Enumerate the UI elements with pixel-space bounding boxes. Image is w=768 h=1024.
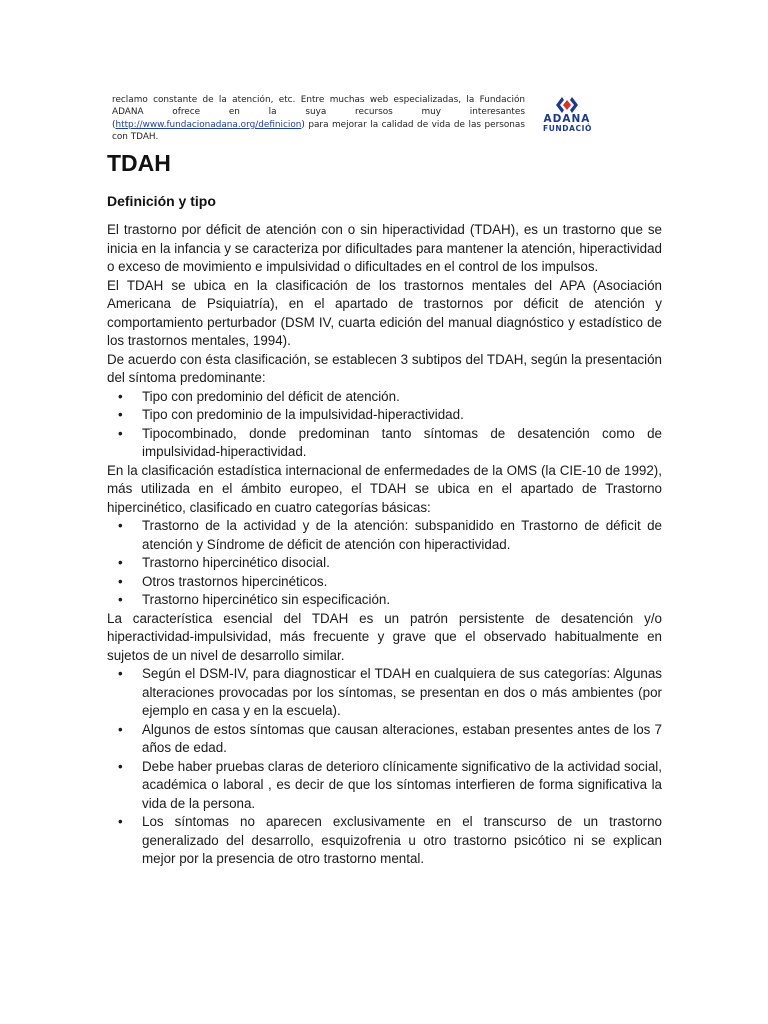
list-item-text: Los síntomas no aparecen exclusivamente en el transcurso de un trastorno generalizado del desarrollo, esquizofrenia u otro trastorno psicótico ni se explican mejor por la presencia de otro trastorno mental. [142,814,662,866]
logo-subtitle: FUNDACIÓ [543,124,592,133]
bullet-icon: • [118,555,123,570]
bullet-icon: • [118,425,123,441]
header-text [112,94,525,143]
list-item-text: Otros trastornos hipercinéticos. [142,573,328,589]
bullet-icon: • [118,592,123,607]
document-body [107,221,662,869]
list-item [107,554,662,573]
list-cie [107,517,662,610]
list-item-text: Algunos de estos síntomas que causan alteraciones, estaban presentes antes de los 7 años de edad. [142,721,662,755]
bullet-icon: • [118,758,123,774]
header-text-after: ) para mejorar la calidad de vida de las personas con TDAH. [112,119,525,142]
paragraph-definition: El trastorno por déficit de atención con o sin hiperactividad (TDAH), es un trastorno que se inicia en la infancia y se caracteriza por dificultades para mantener la atención, hiperactividad o exceso de movimiento e impulsividad o dificultades en el control de los impulsos. [107,222,662,274]
list-item-text: Debe haber pruebas claras de deterioro clínicamente significativo de la actividad social, académica o laboral , es decir de que los síntomas interfieren de forma significativa la vida de la persona. [142,758,662,811]
fundacion-adana-link[interactable]: http://www.fundacionadana.org/definicion [115,119,302,130]
paragraph-subtypes-intro: De acuerdo con ésta clasificación, se establecen 3 subtipos del TDAH, según la presentación del síntoma predominante: [107,351,662,385]
page-header [112,94,592,140]
paragraph-apa: El TDAH se ubica en la clasificación de los trastornos mentales del APA (Asociación Americana de Psiquiatría), en el apartado de trastornos por déficit de atención y comportamiento perturbador (DSM IV, cuarta edición del manual diagnóstico y estadístico de los trastornos mentales, 1994). [107,277,662,348]
list-subtypes [107,388,662,462]
list-item [107,425,662,462]
list-item-text: Trastorno hipercinético disocial. [142,555,330,570]
list-item-text: Trastorno hipercinético sin especificación. [142,592,391,607]
logo-word: ADANA [543,113,591,125]
bullet-icon: • [118,814,123,829]
bullet-icon: • [118,666,123,681]
bullet-icon: • [118,721,123,737]
list-item [107,591,662,610]
bullet-icon: • [118,407,123,422]
list-item [107,406,662,425]
list-item-text: Tipocombinado, donde predominan tanto síntomas de desatención como de impulsividad-hiperactividad. [142,425,662,459]
list-item-text: Según el DSM-IV, para diagnosticar el TDAH en cualquiera de sus categorías: Algunas alteraciones provocadas por los síntomas, se presentan en dos o más ambientes (por ejemplo en casa y en la escuela). [142,666,662,718]
list-item-text: Trastorno de la actividad y de la atención: subspanidido en Trastorno de déficit de atención y Síndrome de déficit de atención con hiperactividad. [142,518,662,552]
list-item [107,813,662,869]
list-item [107,758,662,814]
bullet-icon: • [118,388,123,404]
list-item-text: Tipo con predominio de la impulsividad-hiperactividad. [142,407,464,422]
list-item [107,573,662,592]
list-item [107,665,662,721]
section-title: Definición y tipo [107,193,216,209]
bullet-icon: • [118,573,123,589]
adana-logo [543,94,591,134]
paragraph-cie: En la clasificación estadística internacional de enfermedades de la OMS (la CIE-10 de 1992), más utilizada en el ámbito europeo, el TDAH se ubica en el apartado de Trastorno hipercinético, clasificado en cuatro categorías básicas: [107,462,662,515]
list-dsm [107,665,662,869]
paragraph-characteristic: La característica esencial del TDAH es un patrón persistente de desatención y/o hiperactividad-impulsividad, más frecuente y grave que el observado habitualmente en sujetos de un nivel de desarrollo similar. [107,610,662,663]
bullet-icon: • [118,518,123,533]
list-item [107,517,662,554]
list-item-text: Tipo con predominio del déficit de atención. [142,388,400,404]
page-title: TDAH [107,150,171,176]
list-item [107,388,662,407]
list-item [107,721,662,758]
header-text-before: reclamo constante de la atención, etc. Entre muchas web especializadas, la Fundación ADANA ofrece en la suya recursos muy interesantes ( [112,95,525,130]
